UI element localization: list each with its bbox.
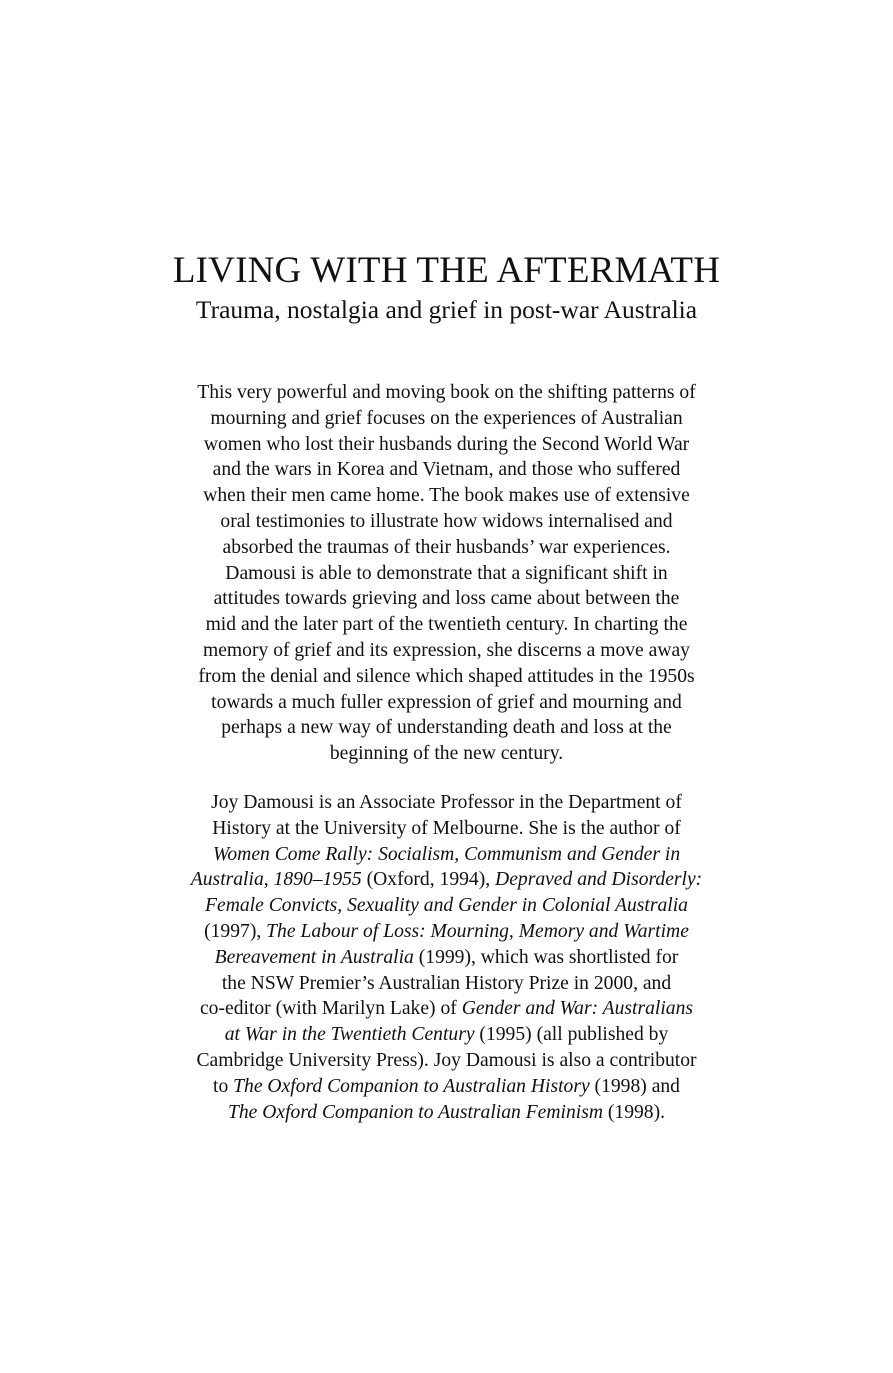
description-line: from the denial and silence which shaped attitudes in the 1950s xyxy=(198,665,695,687)
book-description xyxy=(150,380,743,767)
description-line: perhaps a new way of understanding death and loss at the xyxy=(221,717,672,739)
book-reference: The Oxford Companion to Australian Feminism xyxy=(227,1101,603,1123)
bio-line xyxy=(150,842,743,868)
bio-line xyxy=(150,790,743,816)
description-line: mid and the later part of the twentieth century. In charting the xyxy=(205,614,688,636)
book-reference: Bereavement in Australia xyxy=(214,946,414,968)
description-line: absorbed the traumas of their husbands’ war experiences. xyxy=(222,536,671,558)
bio-text: (1997), xyxy=(204,920,267,942)
description-line: beginning of the new century. xyxy=(329,743,564,765)
description-line: memory of grief and its expression, she discerns a move away xyxy=(203,639,690,661)
bio-text: (1999), which was shortlisted for xyxy=(413,946,679,968)
bio-line xyxy=(150,996,743,1022)
bio-text: (1995) (all published by xyxy=(474,1024,669,1046)
bio-text: co-editor (with Marilyn Lake) of xyxy=(199,998,462,1020)
description-line: when their men came home. The book makes use of extensive xyxy=(203,485,690,507)
bio-line xyxy=(150,1048,743,1074)
author-biography xyxy=(150,790,743,1125)
description-line: and the wars in Korea and Vietnam, and those who suffered xyxy=(212,459,681,481)
bio-text: Cambridge University Press). Joy Damousi is also a contributor xyxy=(196,1049,697,1071)
book-reference: Women Come Rally: Socialism, Communism and Gender in xyxy=(212,843,681,865)
bio-line xyxy=(150,867,743,893)
bio-line xyxy=(150,893,743,919)
bio-text: Joy Damousi is an Associate Professor in the Department of xyxy=(211,792,682,813)
book-reference: Australia, 1890–1955 xyxy=(190,869,362,891)
description-line: oral testimonies to illustrate how widows internalised and xyxy=(220,510,673,532)
book-reference: Depraved and Disorderly: xyxy=(495,869,703,891)
bio-line xyxy=(150,816,743,842)
book-title: LIVING WITH THE AFTERMATH xyxy=(172,250,721,291)
bio-text: (1998) and xyxy=(589,1075,680,1097)
bio-line xyxy=(150,945,743,971)
bio-text: (1998). xyxy=(602,1101,666,1123)
bio-text: to xyxy=(213,1075,234,1097)
book-reference: Gender and War: Australians xyxy=(461,998,694,1020)
book-subtitle: Trauma, nostalgia and grief in post-war Australia xyxy=(195,295,698,324)
description-line: towards a much fuller expression of grief and mourning and xyxy=(211,691,682,713)
book-reference: Female Convicts, Sexuality and Gender in Colonial Australia xyxy=(205,895,688,917)
bio-line xyxy=(150,971,743,997)
bio-text: (Oxford, 1994), xyxy=(361,869,496,891)
description-line: women who lost their husbands during the Second World War xyxy=(203,433,690,455)
bio-text: History at the University of Melbourne. She is the author of xyxy=(212,817,681,839)
description-line: attitudes towards grieving and loss came about between the xyxy=(213,588,680,610)
book-reference: at War in the Twentieth Century xyxy=(224,1024,475,1046)
description-line: Damousi is able to demonstrate that a significant shift in xyxy=(225,562,668,584)
bio-line xyxy=(150,919,743,945)
book-reference: The Oxford Companion to Australian History xyxy=(233,1075,590,1097)
book-reference: The Labour of Loss: Mourning, Memory and Wartime xyxy=(266,920,689,942)
bio-line xyxy=(150,1100,743,1126)
bio-line xyxy=(150,1074,743,1100)
bio-line xyxy=(150,1022,743,1048)
description-line: mourning and grief focuses on the experiences of Australian xyxy=(210,407,683,429)
description-line: This very powerful and moving book on the shifting patterns of xyxy=(197,382,696,403)
bio-text: the NSW Premier’s Australian History Prize in 2000, and xyxy=(221,972,672,994)
